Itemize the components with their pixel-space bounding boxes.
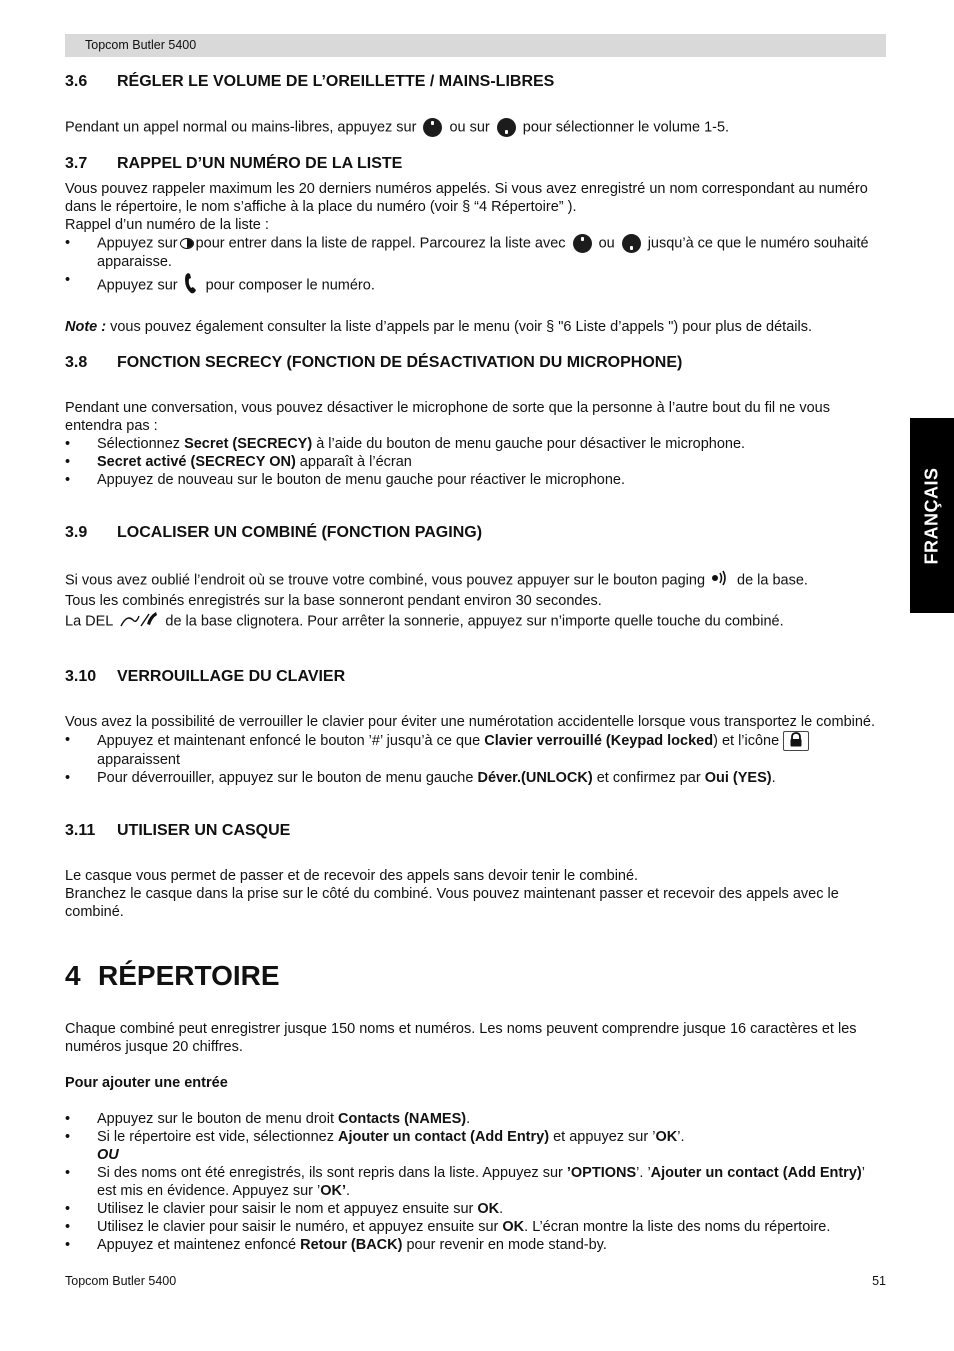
list-item: • Si le répertoire est vide, sélectionnez Ajouter un contact (Add Entry) et appuyez sur ’OK’. OU xyxy=(65,1128,887,1164)
section-heading-3-11: 3.11 UTILISER UN CASQUE xyxy=(65,822,291,839)
list-item: • Sélectionnez Secret (SECRECY) à l’aide du bouton de menu gauche pour désactiver le microphone. xyxy=(65,435,887,453)
paragraph: Pendant une conversation, vous pouvez désactiver le microphone de sorte que la personne à l’autre bout du fil ne vous entendra pas : xyxy=(65,400,830,434)
paragraph: Si vous avez oublié l’endroit où se trouve votre combiné, vous pouvez appuyer sur le bouton paging de la base. xyxy=(65,569,887,592)
list-item: • Appuyez sur pour entrer dans la liste de rappel. Parcourez la liste avec ou jusqu’à ce que le numéro souhaité apparaisse. xyxy=(65,234,887,271)
paragraph: Rappel d’un numéro de la liste : xyxy=(65,217,269,233)
paragraph: Le casque vous permet de passer et de recevoir des appels sans devoir tenir le combiné. xyxy=(65,868,639,884)
section-heading-3-9: 3.9 LOCALISER UN COMBINÉ (FONCTION PAGING) xyxy=(65,524,483,541)
page-number: 51 xyxy=(872,1274,886,1288)
paragraph: Pendant un appel normal ou mains-libres, appuyez sur ou sur pour sélectionner le volume 1-5. xyxy=(65,119,730,136)
bullet-list xyxy=(65,435,887,489)
list-item: • Pour déverrouiller, appuyez sur le bouton de menu gauche Déver.(UNLOCK) et confirmez par Oui (YES). xyxy=(65,769,887,787)
paragraph: Vous pouvez rappeler maximum les 20 derniers numéros appelés. Si vous avez enregistré un nom correspondant au numéro dans le répertoire, le nom s’affiche à la place du numéro (voir § “4 Répertoire” ). xyxy=(65,181,868,215)
footer-title: Topcom Butler 5400 xyxy=(65,1274,177,1288)
bullet-list xyxy=(65,1110,887,1254)
list-item: • Appuyez sur le bouton de menu droit Contacts (NAMES). xyxy=(65,1110,887,1128)
list-item: • Si des noms ont été enregistrés, ils sont repris dans la liste. Appuyez sur ’OPTIONS’. ’Ajouter un contact (Add Entry)’ est mis en évidence. Appuyez sur ’OK’. xyxy=(65,1164,887,1200)
language-tab-label: FRANÇAIS xyxy=(921,467,942,564)
paging-icon xyxy=(711,569,731,592)
list-item: • Utilisez le clavier pour saisir le nom et appuyez ensuite sur OK. xyxy=(65,1200,887,1218)
header-title: Topcom Butler 5400 xyxy=(85,38,197,52)
page-header xyxy=(65,34,886,57)
section-heading-3-8: 3.8 FONCTION SECRECY (FONCTION DE DÉSACTIVATION DU MICROPHONE) xyxy=(65,354,683,371)
subheading: Pour ajouter une entrée xyxy=(65,1075,228,1091)
list-item: • Appuyez et maintenant enfoncé le bouton ’#’ jusqu’à ce que Clavier verrouillé (Keypad locked) et l’icône apparaissent xyxy=(65,731,887,769)
redial-icon xyxy=(180,238,194,249)
paragraph: La DEL de la base clignotera. Pour arrêter la sonnerie, appuyez sur n’importe quelle touche du combiné. xyxy=(65,610,887,633)
paragraph: Vous avez la possibilité de verrouiller le clavier pour éviter une numérotation accidentelle lorsque vous transportez le combiné. xyxy=(65,714,876,730)
phone-handset-icon xyxy=(184,271,200,300)
language-tab xyxy=(910,418,954,613)
note: Note : vous pouvez également consulter la liste d’appels par le menu (voir § "6 Liste d’appels ") pour plus de détails. xyxy=(65,319,812,335)
section-heading-3-10: 3.10 VERROUILLAGE DU CLAVIER xyxy=(65,668,346,685)
list-item: • Utilisez le clavier pour saisir le numéro, et appuyez ensuite sur OK. L’écran montre la liste des noms du répertoire. xyxy=(65,1218,887,1236)
scroll-up-icon xyxy=(573,234,592,253)
list-item: • Secret activé (SECRECY ON) apparaît à l’écran xyxy=(65,453,887,471)
volume-down-icon xyxy=(497,118,516,137)
list-item: • Appuyez sur pour composer le numéro. xyxy=(65,271,887,300)
bullet-list xyxy=(65,234,887,300)
paragraph: Chaque combiné peut enregistrer jusque 150 noms et numéros. Les noms peuvent comprendre jusque 16 caractères et les numéros jusque 20 chiffres. xyxy=(65,1021,857,1055)
chapter-heading-4: 4 RÉPERTOIRE xyxy=(65,960,280,991)
section-heading-3-7: 3.7 RAPPEL D’UN NUMÉRO DE LA LISTE xyxy=(65,155,403,172)
scroll-down-icon xyxy=(622,234,641,253)
volume-up-icon xyxy=(423,118,442,137)
list-item: • Appuyez de nouveau sur le bouton de menu gauche pour réactiver le microphone. xyxy=(65,471,887,489)
paragraph: Branchez le casque dans la prise sur le côté du combiné. Vous pouvez maintenant passer et recevoir des appels avec le combiné. xyxy=(65,886,839,920)
paragraph: Tous les combinés enregistrés sur la base sonneront pendant environ 30 secondes. xyxy=(65,593,602,609)
lock-icon xyxy=(783,731,809,751)
led-charge-icon xyxy=(119,610,159,633)
page-content xyxy=(65,72,887,1254)
list-item: • Appuyez et maintenez enfoncé Retour (BACK) pour revenir en mode stand-by. xyxy=(65,1236,887,1254)
section-heading-3-6: 3.6 RÉGLER LE VOLUME DE L’OREILLETTE / MAINS-LIBRES xyxy=(65,73,555,90)
bullet-list xyxy=(65,731,887,787)
